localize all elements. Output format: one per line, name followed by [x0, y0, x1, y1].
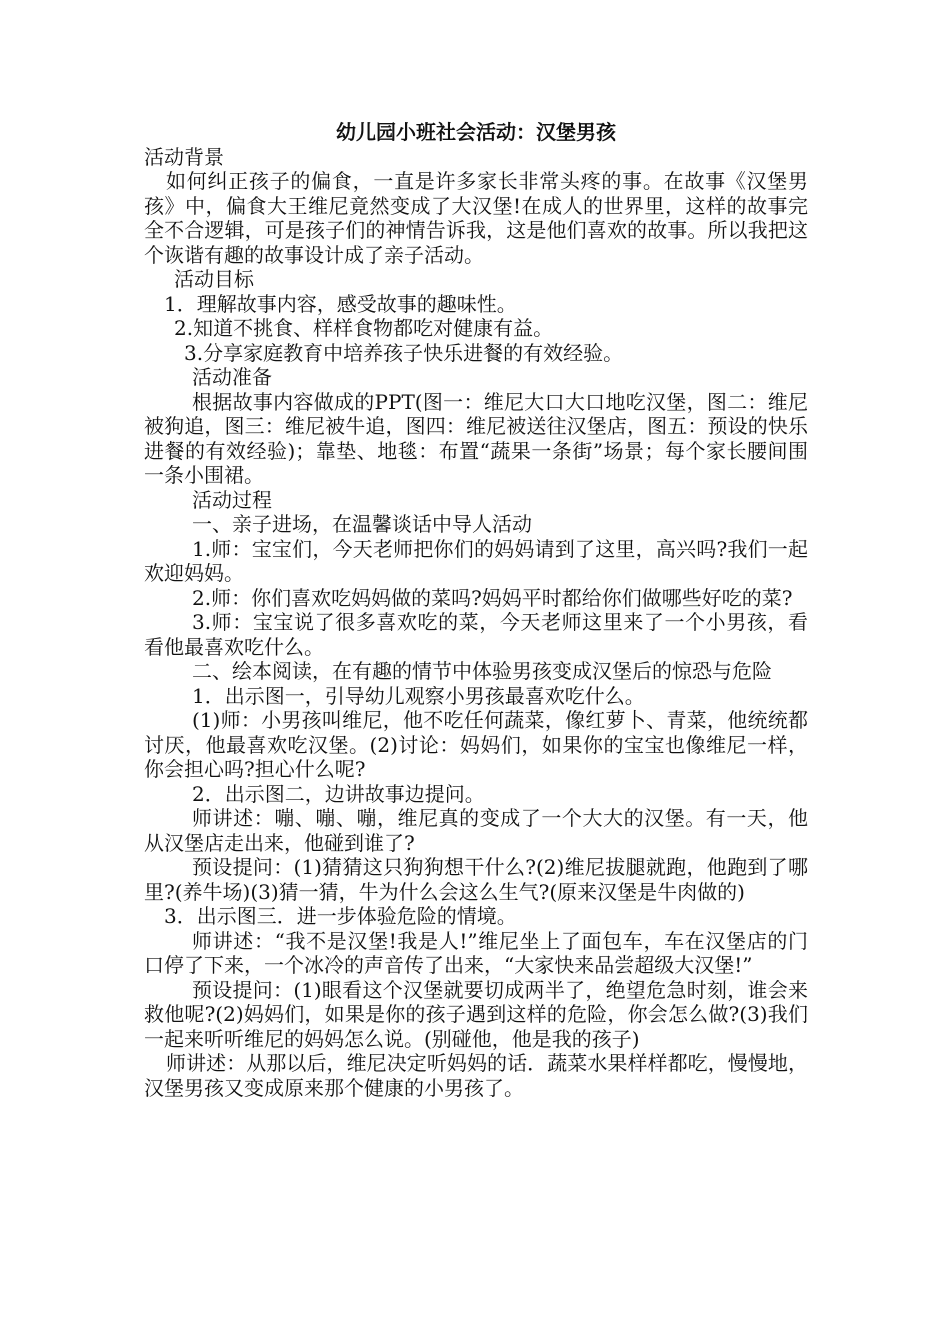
section-heading-preparation: 活动准备 [192, 365, 272, 389]
list-item: 师讲述：“我不是汉堡!我是人!”维尼坐上了面包车，车在汉堡店的门口停了下来，一个冰冷的声音传了出来，“大家快来品尝超级大汉堡!” [144, 928, 808, 977]
list-item: 2.师：你们喜欢吃妈妈做的菜吗?妈妈平时都给你们做哪些好吃的菜? [192, 585, 793, 610]
document-page [144, 120, 808, 1100]
goal-item-3: 3.分享家庭教育中培养孩子快乐进餐的有效经验。 [184, 340, 624, 365]
goal-item-1: 1．理解故事内容，感受故事的趣味性。 [164, 291, 517, 316]
paragraph-preparation: 根据故事内容做成的PPT(图一：维尼大口大口地吃汉堡，图二：维尼被狗追，图三：维尼被牛追，图四：维尼被送往汉堡店，图五：预设的快乐进餐的有效经验)；靠垫、地毯：布置“蔬果一条街”场景；每个家长腰间围一条小围裙。 [144, 389, 808, 487]
process-step-1-heading: 一、亲子进场，在温馨谈话中导人活动 [192, 512, 532, 536]
list-item: 预设提问：(1)猜猜这只狗狗想干什么?(2)维尼拔腿就跑，他跑到了哪里?(养牛场)(3)猜一猜，牛为什么会这么生气?(原来汉堡是牛肉做的) [144, 855, 808, 904]
process-step-2-heading: 二、绘本阅读，在有趣的情节中体验男孩变成汉堡后的惊恐与危险 [192, 659, 772, 683]
list-item: 师讲述：嘣、嘣、嘣，维尼真的变成了一个大大的汉堡。有一天，他从汉堡店走出来，他碰到谁了? [144, 806, 808, 855]
paragraph-background: 如何纠正孩子的偏食，一直是许多家长非常头疼的事。在故事《汉堡男孩》中，偏食大王维尼竟然变成了大汉堡!在成人的世界里，这样的故事完全不合逻辑，可是孩子们的神情告诉我，这是他们喜欢的故事。所以我把这个诙谐有趣的故事设计成了亲子活动。 [144, 169, 808, 267]
list-item: 3．出示图三．进一步体验危险的情境。 [164, 904, 517, 928]
list-item: 1.师：宝宝们，今天老师把你们的妈妈请到了这里，高兴吗?我们一起欢迎妈妈。 [144, 536, 808, 585]
section-heading-background: 活动背景 [144, 144, 224, 169]
goal-item-2: 2.知道不挑食、样样食物都吃对健康有益。 [174, 316, 554, 340]
document-title: 幼儿园小班社会活动：汉堡男孩 [336, 120, 616, 144]
section-heading-process: 活动过程 [192, 487, 272, 512]
list-item: 3.师：宝宝说了很多喜欢吃的菜，今天老师这里来了一个小男孩，看看他最喜欢吃什么。 [144, 610, 808, 659]
list-item: 1．出示图一，引导幼儿观察小男孩最喜欢吃什么。 [192, 683, 645, 708]
section-heading-goals: 活动目标 [174, 267, 254, 291]
list-item: 2．出示图二，边讲故事边提问。 [192, 781, 485, 806]
list-item: 师讲述：从那以后，维尼决定听妈妈的话．蔬菜水果样样都吃，慢慢地，汉堡男孩又变成原来那个健康的小男孩了。 [144, 1051, 808, 1100]
list-item: 预设提问：(1)眼看这个汉堡就要切成两半了，绝望危急时刻，谁会来救他呢?(2)妈妈们，如果是你的孩子遇到这样的危险，你会怎么做?(3)我们一起来听听维尼的妈妈怎么说。(别碰他，他是我的孩子) [144, 977, 808, 1051]
list-item: (1)师：小男孩叫维尼，他不吃任何蔬菜，像红萝卜、青菜，他统统都讨厌，他最喜欢吃汉堡。(2)讨论：妈妈们，如果你的宝宝也像维尼一样，你会担心吗?担心什么呢? [144, 708, 808, 781]
